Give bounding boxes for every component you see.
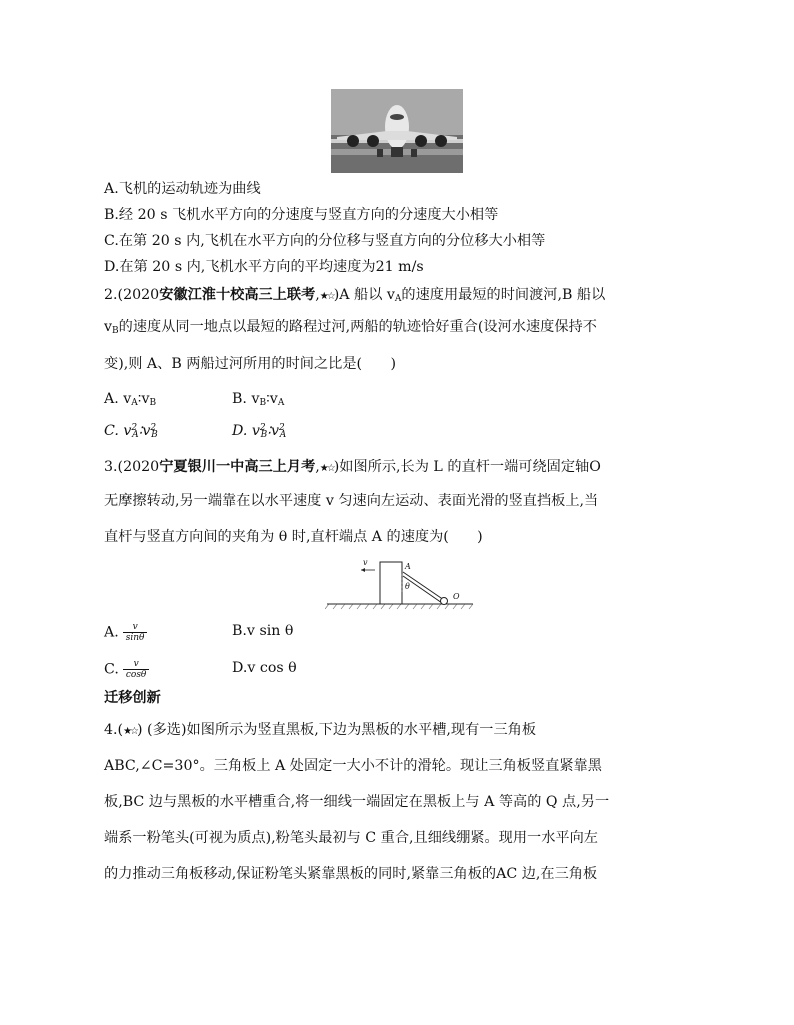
angle-theta-label: θ [405, 582, 410, 591]
rod-board-diagram [325, 560, 475, 610]
velocity-label: v [363, 558, 368, 567]
airplane-illustration [331, 89, 463, 173]
difficulty-star-icon: ★☆ [319, 291, 334, 302]
axis-o-label: O [453, 592, 460, 601]
q4-stem-line4: 端系一粉笔头(可视为质点),粉笔头最初与 C 重合,且细线绷紧。现用一水平向左 [104, 830, 598, 846]
q4-stem-line5: 的力推动三角板移动,保证粉笔头紧靠黑板的同时,紧靠三角板的AC 边,在三角板 [104, 866, 598, 882]
q4-stem-line1: 4.(★☆) (多选)如图所示为竖直黑板,下边为黑板的水平槽,现有一三角板 [104, 722, 537, 738]
q1-option-c: C.在第 20 s 内,飞机在水平方向的分位移与竖直方向的分位移大小相等 [104, 233, 546, 249]
q1-option-b: B.经 20 s 飞机水平方向的分速度与竖直方向的分速度大小相等 [104, 207, 499, 223]
q2-option-b: B. $v_B∶v_A$ [232, 391, 285, 408]
q3-source: 宁夏银川一中高三上月考 [159, 459, 316, 475]
q2-source: 安徽江淮十校高三上联考 [159, 287, 316, 303]
q3-option-a: A. $\frac{v}{\sin\theta}$ [104, 622, 151, 643]
q2-number: 2.(2020 [104, 287, 160, 303]
q2-option-d: D. $v^2_B∶v^2_A$ [232, 423, 287, 440]
point-a-label: A [405, 562, 411, 571]
q2-stem-line3: 变),则 A、B 两船过河所用的时间之比是( ) [104, 356, 396, 372]
q3-option-b: B.v sin θ [232, 623, 294, 639]
q3-option-c: C. $\frac{v}{\cos\theta}$ [104, 659, 153, 680]
q2-option-c: C. $v^2_A∶v^2_B$ [104, 423, 158, 440]
q4-stem-line3: 板,BC 边与黑板的水平槽重合,将一细线一端固定在黑板上与 A 等高的 Q 点,另一 [104, 794, 610, 810]
q3-stem-line2: 无摩擦转动,另一端靠在以水平速度 v 匀速向左运动、表面光滑的竖直挡板上,当 [104, 493, 599, 509]
q1-option-d: D.在第 20 s 内,飞机水平方向的平均速度为21 m/s [104, 259, 424, 275]
q4-number: 4.( [104, 722, 124, 738]
q3-option-d: D.v cos θ [232, 660, 297, 676]
q3-figure [325, 560, 475, 610]
section-heading: 迁移创新 [104, 690, 161, 706]
q4-stem-line2: ABC,∠C=30°。三角板上 A 处固定一大小不计的滑轮。现让三角板竖直紧靠黑 [104, 758, 602, 774]
difficulty-star-icon: ★☆ [123, 726, 138, 737]
airplane-photo [331, 89, 463, 173]
q2-stem-line1: 2.(2020安徽江淮十校高三上联考,★☆)A 船以 $v_A$的速度用最短的时间渡河,B 船以 [104, 287, 606, 304]
q2-stem-line2: $v_B$的速度从同一地点以最短的路程过河,两船的轨迹恰好重合(设河水速度保持不 [104, 319, 597, 336]
q2-option-a: A. $v_A∶v_B$ [104, 391, 157, 408]
q3-stem-line3: 直杆与竖直方向间的夹角为 θ 时,直杆端点 A 的速度为( ) [104, 529, 483, 545]
q3-stem-line1: 3.(2020宁夏银川一中高三上月考,★☆)如图所示,长为 L 的直杆一端可绕固定轴O [104, 459, 601, 475]
q1-option-a: A.飞机的运动轨迹为曲线 [104, 181, 261, 197]
difficulty-star-icon: ★☆ [319, 463, 334, 474]
q3-number: 3.(2020 [104, 459, 160, 475]
